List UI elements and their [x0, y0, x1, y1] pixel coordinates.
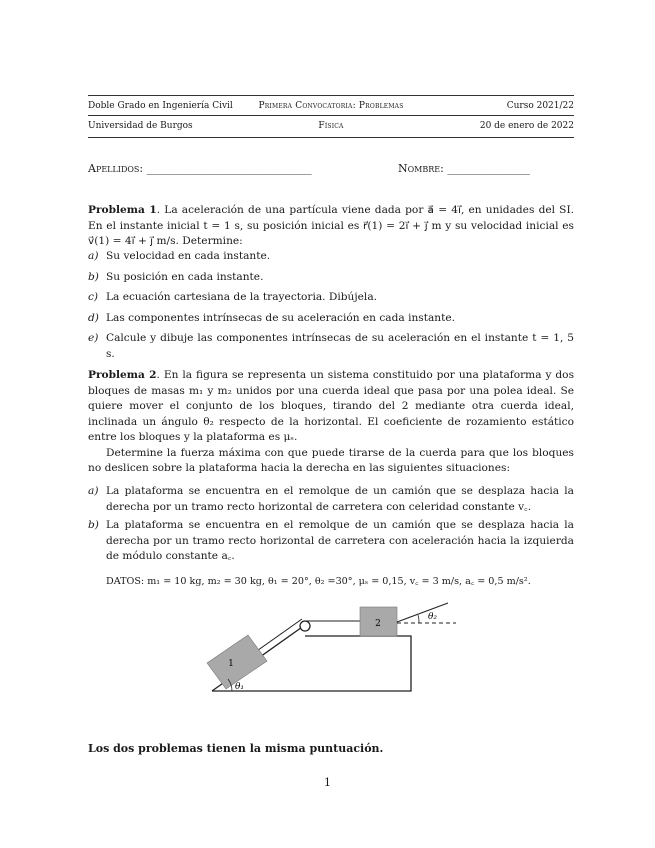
- problem-2-statement: [88, 368, 574, 477]
- apellidos-field[interactable]: Apellidos: ______________________________: [88, 162, 312, 175]
- nombre-field[interactable]: Nombre: _______________: [398, 162, 530, 175]
- pulley: [300, 621, 310, 631]
- header-course: Curso 2021/22: [506, 101, 574, 111]
- header-top-rule: [88, 95, 574, 96]
- item-text: Su velocidad en cada instante.: [106, 250, 271, 262]
- block-2-label: 2: [375, 619, 381, 629]
- problem-1-title: Problema 1: [88, 204, 157, 216]
- item-label: c): [88, 291, 99, 303]
- item-label: a): [88, 250, 99, 262]
- header-middle-rule: [88, 115, 574, 116]
- theta2-arc: [418, 615, 419, 623]
- theta2-label: θ₂: [428, 612, 438, 622]
- scoring-note: Los dos problemas tienen la misma puntuación.: [88, 742, 384, 755]
- item-label: d): [88, 312, 99, 324]
- item-label: b): [88, 519, 99, 531]
- block-1: [207, 635, 267, 689]
- item-text: La plataforma se encuentra en el remolque de un camión que se desplaza hacia la derecha por un tramo recto horizontal de carretera con celeridad constante v꜀.: [106, 485, 574, 513]
- item-text: Las componentes intrínsecas de su aceleración en cada instante.: [106, 312, 456, 324]
- header-bottom-rule: [88, 137, 574, 138]
- item-label: b): [88, 271, 99, 283]
- rope-1: [254, 619, 302, 653]
- item-text: La ecuación cartesiana de la trayectoria. Dibújela.: [106, 291, 377, 303]
- header-exam-type: Primera Convocatoria: Problemas: [258, 101, 404, 111]
- block-1-label: 1: [228, 659, 234, 669]
- page-number: 1: [324, 776, 331, 789]
- theta1-label: θ₁: [235, 682, 245, 692]
- header-degree: Doble Grado en Ingeniería Civil: [88, 101, 233, 111]
- item-text: Calcule y dibuje las componentes intrínsecas de su aceleración en el instante t = 1, 5 s.: [106, 332, 574, 360]
- item-text: La plataforma se encuentra en el remolque de un camión que se desplaza hacia la derecha por un tramo recto horizontal de carretera con aceleración hacia la izquierda de módulo constante a꜀.: [106, 519, 574, 562]
- problem-1-intro: . La aceleración de una partícula viene dada por a⃗ = 4ı⃗, en unidades del SI. En el instante inicial t = 1 s, su posición inicial es r⃗(1) = 2ı⃗ + ȷ⃗ m y su velocidad inicial es v⃗(1) = 4ı⃗ + ȷ⃗ m/s. Determine:: [88, 204, 574, 247]
- item-text: Su posición en cada instante.: [106, 271, 264, 283]
- problem-1-statement: [88, 203, 574, 250]
- item-label: e): [88, 332, 99, 344]
- problem-2-title: Problema 2: [88, 369, 157, 381]
- problem-2-intro: . En la figura se representa un sistema constituido por una plataforma y dos bloques de masas m₁ y m₂ unidos por una cuerda ideal que pasa por una polea ideal. Se quiere mover el conjunto de los bloques, tirando del 2 mediante otra cuerda ideal, inclinada un ángulo θ₂ respecto de la horizontal. El coeficiente de rozamiento estático entre los bloques y la plataforma es μₛ.: [88, 369, 575, 443]
- header-subject: Física: [318, 121, 344, 131]
- header-date: 20 de enero de 2022: [479, 121, 574, 131]
- pull-rope: [397, 603, 448, 622]
- problem-2-data: DATOS: m₁ = 10 kg, m₂ = 30 kg, θ₁ = 20°, θ₂ =30°, μₛ = 0,15, v꜀ = 3 m/s, a꜀ = 0,5 m/s².: [106, 576, 531, 587]
- item-label: a): [88, 485, 99, 497]
- header-university: Universidad de Burgos: [88, 121, 193, 131]
- problem-2-paragraph-2: Determine la fuerza máxima con que puede tirarse de la cuerda para que los bloques no deslicen sobre la plataforma hacia la derecha en las siguientes situaciones:: [88, 446, 574, 474]
- problem-2-figure: [200, 595, 470, 700]
